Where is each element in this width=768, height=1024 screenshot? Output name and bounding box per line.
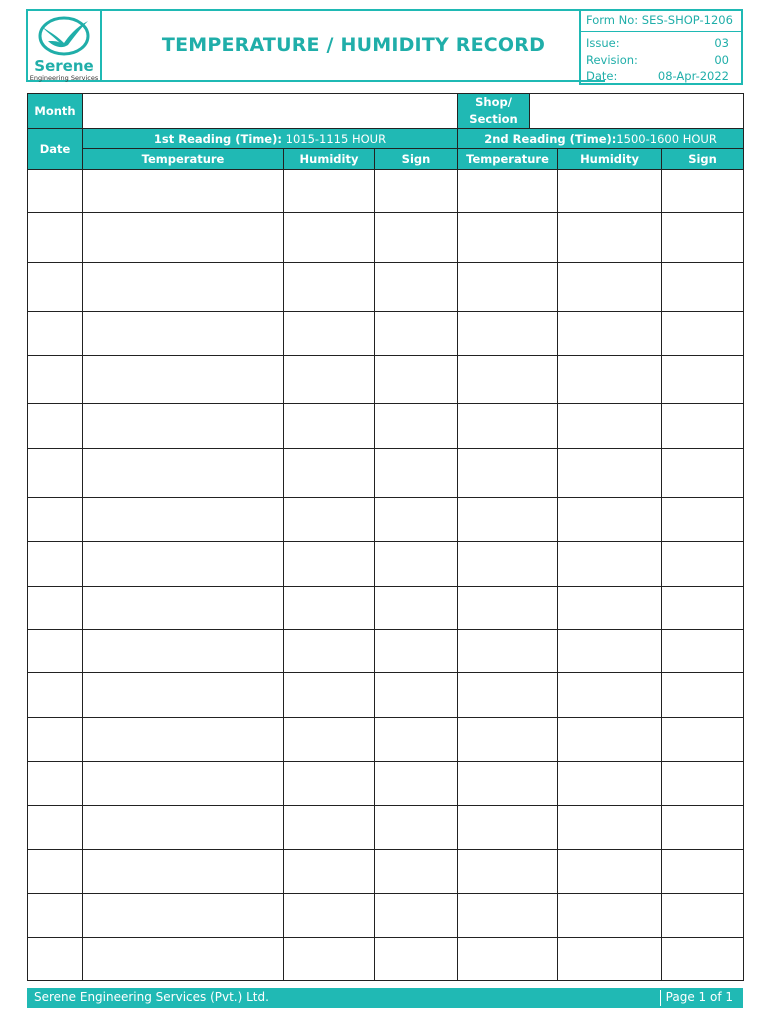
humidity-1-cell[interactable]: [284, 449, 375, 498]
humidity-1-cell[interactable]: [284, 894, 375, 938]
humidity-1-cell[interactable]: [284, 850, 375, 894]
issue-row: [581, 36, 741, 52]
date-cell[interactable]: [28, 894, 83, 938]
temperature-1-cell[interactable]: [83, 673, 284, 718]
humidity-2-cell[interactable]: [558, 449, 662, 498]
temperature-2-cell[interactable]: [458, 542, 558, 587]
second-reading-time: 1500-1600 HOUR: [616, 131, 717, 146]
revision-row: [581, 53, 741, 69]
col-humidity-1: Humidity: [284, 149, 375, 170]
footer-company: Serene Engineering Services (Pvt.) Ltd.: [34, 990, 269, 1004]
sign-2-cell[interactable]: [662, 630, 744, 673]
second-reading-header: [458, 129, 744, 149]
table-row: [28, 449, 744, 498]
shop-section-label: [458, 94, 530, 129]
table-row: [28, 894, 744, 938]
humidity-2-cell[interactable]: [558, 673, 662, 718]
humidity-1-cell[interactable]: [284, 404, 375, 449]
temperature-2-cell[interactable]: [458, 806, 558, 850]
record-table: [27, 93, 744, 981]
sign-2-cell[interactable]: [662, 449, 744, 498]
sign-1-cell[interactable]: [375, 850, 458, 894]
temperature-2-cell[interactable]: [458, 718, 558, 762]
table-row: [28, 938, 744, 981]
humidity-2-cell[interactable]: [558, 263, 662, 312]
humidity-1-cell[interactable]: [284, 673, 375, 718]
sign-2-cell[interactable]: [662, 673, 744, 718]
temperature-1-cell[interactable]: [83, 542, 284, 587]
sign-2-cell[interactable]: [662, 894, 744, 938]
date-row: [581, 69, 741, 85]
form-number: Form No: SES-SHOP-1206: [586, 13, 733, 27]
temperature-2-cell[interactable]: [458, 673, 558, 718]
sign-1-cell[interactable]: [375, 673, 458, 718]
sign-2-cell[interactable]: [662, 762, 744, 806]
footer-page-number: Page 1 of 1: [665, 990, 733, 1004]
sign-2-cell[interactable]: [662, 356, 744, 404]
table-row: [28, 404, 744, 449]
table-row: [28, 762, 744, 806]
date-cell[interactable]: [28, 673, 83, 718]
humidity-2-cell[interactable]: [558, 850, 662, 894]
bird-logo-icon: [28, 13, 100, 59]
temperature-2-cell[interactable]: [458, 449, 558, 498]
temperature-2-cell[interactable]: [458, 630, 558, 673]
sign-1-cell[interactable]: [375, 718, 458, 762]
temperature-2-cell[interactable]: [458, 938, 558, 981]
sign-2-cell[interactable]: [662, 404, 744, 449]
date-column-label: Date: [28, 129, 83, 170]
sign-1-cell[interactable]: [375, 806, 458, 850]
sign-1-cell[interactable]: [375, 630, 458, 673]
sign-1-cell[interactable]: [375, 587, 458, 630]
temperature-1-cell[interactable]: [83, 630, 284, 673]
date-cell[interactable]: [28, 356, 83, 404]
sign-1-cell[interactable]: [375, 263, 458, 312]
humidity-2-cell[interactable]: [558, 894, 662, 938]
col-sign-1: Sign: [375, 149, 458, 170]
temperature-2-cell[interactable]: [458, 263, 558, 312]
revision-label: Revision:: [586, 53, 638, 67]
humidity-2-cell[interactable]: [558, 213, 662, 263]
logo-word: Serene: [34, 57, 94, 75]
form-info-box: [579, 9, 743, 85]
column-header-row: [28, 149, 744, 170]
temperature-2-cell[interactable]: [458, 312, 558, 356]
month-label: Month: [28, 94, 83, 129]
issue-label: Issue:: [586, 36, 620, 50]
date-cell[interactable]: [28, 630, 83, 673]
date-cell[interactable]: [28, 718, 83, 762]
humidity-1-cell[interactable]: [284, 170, 375, 213]
table-row: [28, 356, 744, 404]
humidity-1-cell[interactable]: [284, 630, 375, 673]
sign-2-cell[interactable]: [662, 718, 744, 762]
humidity-2-cell[interactable]: [558, 630, 662, 673]
sign-2-cell[interactable]: [662, 806, 744, 850]
date-cell[interactable]: [28, 213, 83, 263]
shop-section-input[interactable]: [530, 94, 744, 129]
temperature-1-cell[interactable]: [83, 587, 284, 630]
sign-1-cell[interactable]: [375, 894, 458, 938]
date-cell[interactable]: [28, 806, 83, 850]
temperature-1-cell[interactable]: [83, 356, 284, 404]
humidity-1-cell[interactable]: [284, 356, 375, 404]
humidity-2-cell[interactable]: [558, 498, 662, 542]
humidity-2-cell[interactable]: [558, 170, 662, 213]
humidity-2-cell[interactable]: [558, 404, 662, 449]
date-cell[interactable]: [28, 263, 83, 312]
date-label: Date:: [586, 69, 618, 83]
footer-divider: [660, 990, 661, 1006]
shop-label: Shop/: [475, 95, 512, 109]
sign-2-cell[interactable]: [662, 498, 744, 542]
temperature-1-cell[interactable]: [83, 762, 284, 806]
humidity-1-cell[interactable]: [284, 587, 375, 630]
issue-value: 03: [714, 36, 729, 50]
date-value: 08-Apr-2022: [657, 69, 729, 83]
temperature-2-cell[interactable]: [458, 498, 558, 542]
temperature-1-cell[interactable]: [83, 718, 284, 762]
humidity-2-cell[interactable]: [558, 938, 662, 981]
temperature-1-cell[interactable]: [83, 498, 284, 542]
humidity-2-cell[interactable]: [558, 762, 662, 806]
sign-2-cell[interactable]: [662, 587, 744, 630]
temperature-1-cell[interactable]: [83, 894, 284, 938]
logo-subtitle: Engineering Services: [29, 74, 99, 82]
sign-1-cell[interactable]: [375, 762, 458, 806]
humidity-1-cell[interactable]: [284, 263, 375, 312]
temperature-1-cell[interactable]: [83, 312, 284, 356]
sign-1-cell[interactable]: [375, 170, 458, 213]
sign-2-cell[interactable]: [662, 938, 744, 981]
humidity-2-cell[interactable]: [558, 356, 662, 404]
sign-2-cell[interactable]: [662, 263, 744, 312]
temperature-1-cell[interactable]: [83, 213, 284, 263]
humidity-2-cell[interactable]: [558, 312, 662, 356]
sign-1-cell[interactable]: [375, 312, 458, 356]
temperature-2-cell[interactable]: [458, 404, 558, 449]
humidity-1-cell[interactable]: [284, 312, 375, 356]
sign-2-cell[interactable]: [662, 213, 744, 263]
humidity-1-cell[interactable]: [284, 806, 375, 850]
sign-1-cell[interactable]: [375, 404, 458, 449]
temperature-1-cell[interactable]: [83, 938, 284, 981]
table-row: [28, 806, 744, 850]
humidity-1-cell[interactable]: [284, 762, 375, 806]
date-cell[interactable]: [28, 449, 83, 498]
form-number-row: [581, 11, 741, 32]
second-reading-label: 2nd Reading (Time):: [484, 131, 617, 146]
date-cell[interactable]: [28, 542, 83, 587]
table-row: [28, 170, 744, 213]
date-cell[interactable]: [28, 850, 83, 894]
temperature-1-cell[interactable]: [83, 806, 284, 850]
table-row: [28, 587, 744, 630]
sign-1-cell[interactable]: [375, 449, 458, 498]
date-cell[interactable]: [28, 170, 83, 213]
col-humidity-2: Humidity: [558, 149, 662, 170]
sign-1-cell[interactable]: [375, 938, 458, 981]
sign-2-cell[interactable]: [662, 312, 744, 356]
humidity-1-cell[interactable]: [284, 718, 375, 762]
table-row: [28, 718, 744, 762]
section-label: Section: [469, 112, 518, 126]
temperature-2-cell[interactable]: [458, 850, 558, 894]
table-row: [28, 213, 744, 263]
first-reading-header: [83, 129, 458, 149]
form-header: [26, 9, 743, 84]
date-cell[interactable]: [28, 587, 83, 630]
sign-1-cell[interactable]: [375, 498, 458, 542]
temperature-2-cell[interactable]: [458, 213, 558, 263]
temperature-1-cell[interactable]: [83, 404, 284, 449]
sign-2-cell[interactable]: [662, 850, 744, 894]
page-title: TEMPERATURE / HUMIDITY RECORD: [161, 34, 546, 56]
table-row: [28, 312, 744, 356]
col-temperature-1: Temperature: [83, 149, 284, 170]
date-cell[interactable]: [28, 312, 83, 356]
first-reading-time: 1015-1115 HOUR: [281, 131, 387, 146]
page-footer: [27, 988, 743, 1008]
sign-1-cell[interactable]: [375, 356, 458, 404]
table-row: [28, 542, 744, 587]
temperature-2-cell[interactable]: [458, 762, 558, 806]
humidity-2-cell[interactable]: [558, 718, 662, 762]
temperature-1-cell[interactable]: [83, 850, 284, 894]
temperature-2-cell[interactable]: [458, 894, 558, 938]
sign-2-cell[interactable]: [662, 542, 744, 587]
revision-value: 00: [714, 53, 729, 67]
humidity-1-cell[interactable]: [284, 213, 375, 263]
humidity-2-cell[interactable]: [558, 587, 662, 630]
temperature-2-cell[interactable]: [458, 170, 558, 213]
temperature-2-cell[interactable]: [458, 587, 558, 630]
table-row: [28, 673, 744, 718]
humidity-1-cell[interactable]: [284, 542, 375, 587]
sign-1-cell[interactable]: [375, 542, 458, 587]
date-cell[interactable]: [28, 404, 83, 449]
sign-1-cell[interactable]: [375, 213, 458, 263]
temperature-2-cell[interactable]: [458, 356, 558, 404]
company-logo: [26, 9, 102, 82]
table-row: [28, 263, 744, 312]
reading-time-row: [28, 129, 744, 149]
month-input[interactable]: [83, 94, 458, 129]
title-box: [102, 9, 605, 82]
sign-2-cell[interactable]: [662, 170, 744, 213]
humidity-2-cell[interactable]: [558, 542, 662, 587]
table-row: [28, 498, 744, 542]
table-row: [28, 850, 744, 894]
col-temperature-2: Temperature: [458, 149, 558, 170]
first-reading-label: 1st Reading (Time):: [153, 131, 282, 146]
humidity-2-cell[interactable]: [558, 806, 662, 850]
temperature-1-cell[interactable]: [83, 449, 284, 498]
date-cell[interactable]: [28, 938, 83, 981]
date-cell[interactable]: [28, 762, 83, 806]
col-sign-2: Sign: [662, 149, 744, 170]
month-row: [28, 94, 744, 129]
temperature-1-cell[interactable]: [83, 170, 284, 213]
temperature-1-cell[interactable]: [83, 263, 284, 312]
table-row: [28, 630, 744, 673]
humidity-1-cell[interactable]: [284, 938, 375, 981]
date-cell[interactable]: [28, 498, 83, 542]
humidity-1-cell[interactable]: [284, 498, 375, 542]
